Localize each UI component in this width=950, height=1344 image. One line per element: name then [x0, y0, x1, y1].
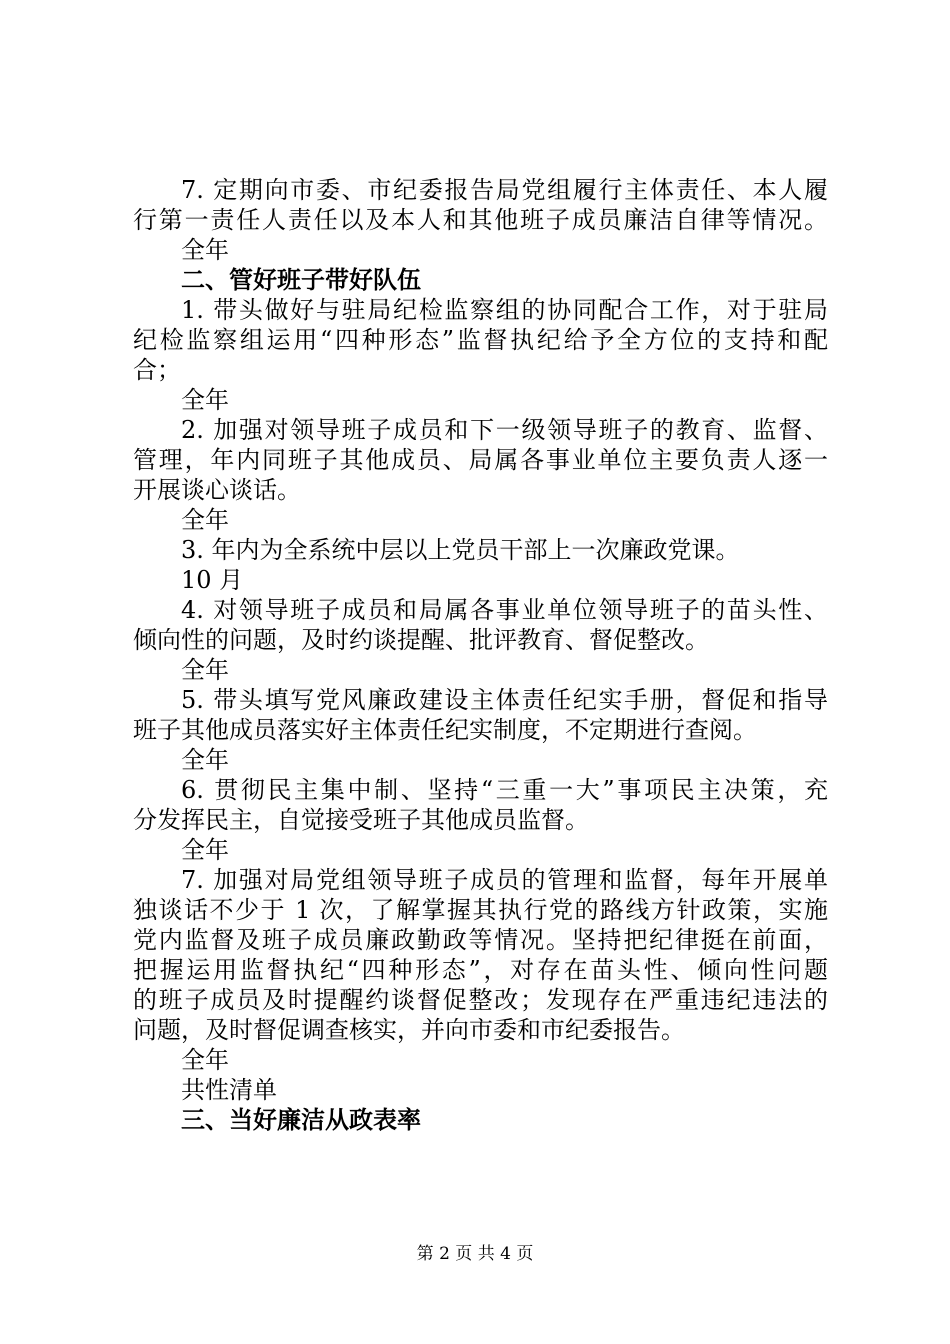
- section2-heading: 二、管好班子带好队伍: [181, 266, 421, 294]
- s2-item4-time: 全年: [181, 656, 229, 684]
- s2-item7-line4: 把握运用监督执纪“四种形态”，对存在苗头性、倾向性问题: [133, 956, 828, 984]
- s2-item7-line5: 的班子成员及时提醒约谈督促整改；发现存在严重违纪违法的: [133, 986, 828, 1014]
- s2-item3-time: 10 月: [181, 566, 244, 594]
- s2-item3-line1: 3. 年内为全系统中层以上党员干部上一次廉政党课。: [181, 536, 740, 564]
- s2-item5-line2: 班子其他成员落实好主体责任纪实制度，不定期进行查阅。: [133, 716, 757, 744]
- s2-item7-line6: 问题，及时督促调查核实，并向市委和市纪委报告。: [133, 1016, 685, 1044]
- item7-top-time: 全年: [181, 236, 229, 264]
- s2-item5-time: 全年: [181, 746, 229, 774]
- s2-item4-line1: 4. 对领导班子成员和局属各事业单位领导班子的苗头性、: [181, 596, 828, 624]
- item7-top-line2: 行第一责任人责任以及本人和其他班子成员廉洁自律等情况。: [133, 206, 828, 234]
- s2-item6-line1: 6. 贯彻民主集中制、坚持“三重一大”事项民主决策，充: [181, 776, 828, 804]
- s2-item7-line1: 7. 加强对局党组领导班子成员的管理和监督，每年开展单: [181, 866, 828, 894]
- s2-item6-time: 全年: [181, 836, 229, 864]
- s2-item2-line1: 2. 加强对领导班子成员和下一级领导班子的教育、监督、: [181, 416, 828, 444]
- s2-item5-line1: 5. 带头填写党风廉政建设主体责任纪实手册，督促和指导: [181, 686, 828, 714]
- s2-item1-line1: 1. 带头做好与驻局纪检监察组的协同配合工作，对于驻局: [181, 296, 828, 324]
- s2-item7-line2: 独谈话不少于 1 次，了解掌握其执行党的路线方针政策，实施: [133, 896, 828, 924]
- s2-item6-line2: 分发挥民主，自觉接受班子其他成员监督。: [133, 806, 589, 834]
- s2-item1-line2: 纪检监察组运用“四种形态”监督执纪给予全方位的支持和配: [133, 326, 828, 354]
- s2-item4-line2: 倾向性的问题，及时约谈提醒、批评教育、督促整改。: [133, 626, 709, 654]
- section3-heading: 三、当好廉洁从政表率: [181, 1106, 421, 1134]
- s2-item1-time: 全年: [181, 386, 229, 414]
- page-footer: 第 2 页 共 4 页: [416, 1244, 534, 1264]
- s2-item7-time: 全年: [181, 1046, 229, 1074]
- s2-item7-line3: 党内监督及班子成员廉政勤政等情况。坚持把纪律挺在前面，: [133, 926, 828, 954]
- s2-item2-line3: 开展谈心谈话。: [133, 476, 301, 504]
- s2-item2-line2: 管理，年内同班子其他成员、局属各事业单位主要负责人逐一: [133, 446, 828, 474]
- s2-item2-time: 全年: [181, 506, 229, 534]
- document-body: [133, 175, 828, 1135]
- s2-item1-line3: 合；: [133, 356, 181, 384]
- item7-top-line1: 7. 定期向市委、市纪委报告局党组履行主体责任、本人履: [181, 176, 828, 204]
- list-type-label: 共性清单: [181, 1076, 277, 1104]
